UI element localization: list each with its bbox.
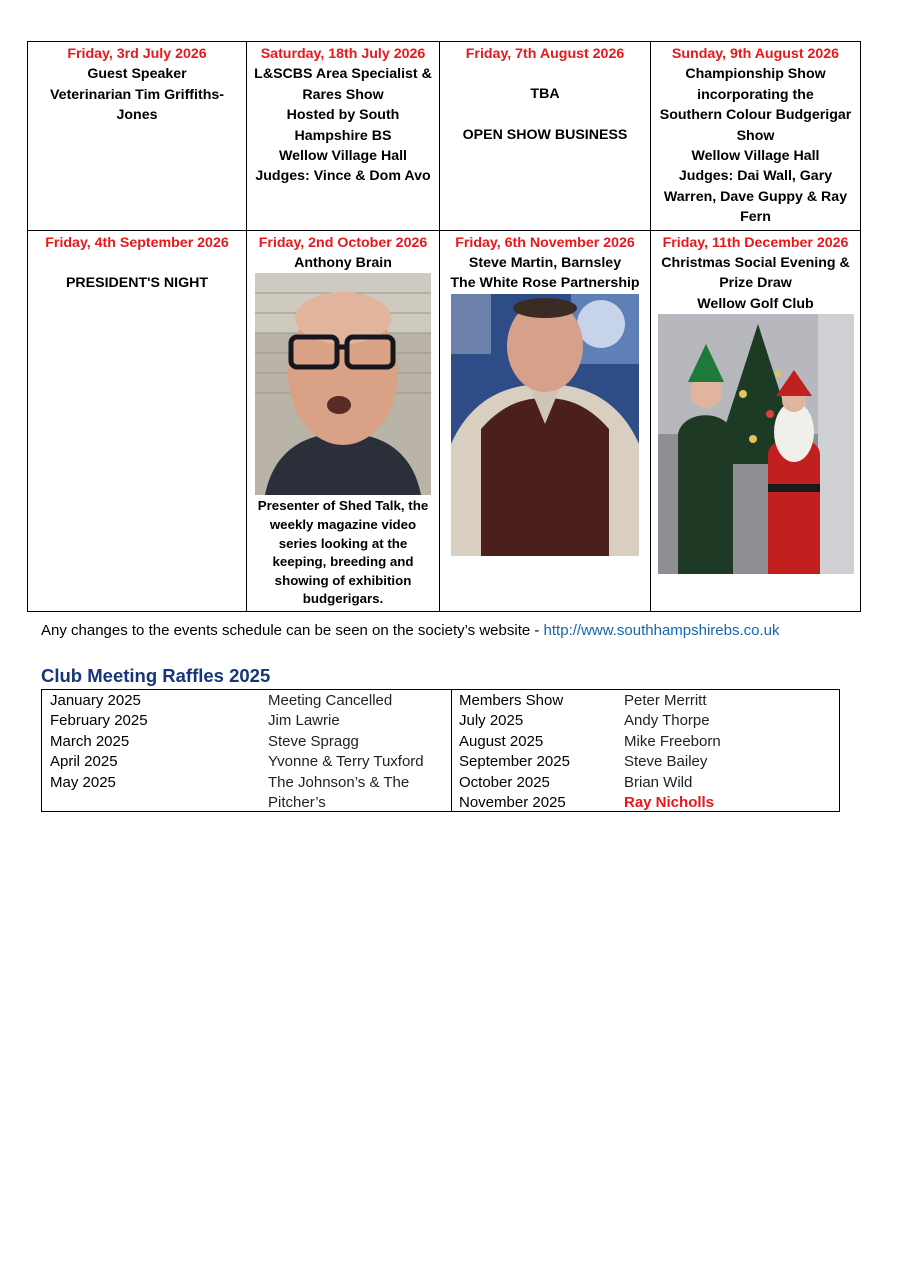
event-date: Friday, 3rd July 2026 <box>67 46 207 62</box>
caption-line: showing of exhibition <box>274 572 412 588</box>
raffle-winner: Peter Merritt <box>624 692 707 709</box>
raffle-month: October 2025 <box>459 773 550 791</box>
society-website-link[interactable]: http://www.southhampshirebs.co.uk <box>543 622 780 639</box>
raffle-winner: Mike Freeborn <box>624 732 721 750</box>
event-cell-guest-speaker <box>28 42 247 231</box>
raffle-month: April 2025 <box>50 753 118 771</box>
raffle-winner: Brian Wild <box>624 773 693 791</box>
raffle-month: September 2025 <box>459 753 570 771</box>
speaker-name: Anthony Brain <box>294 255 392 272</box>
notice-text: Any changes to the events schedule can be seen on the society’s website - <box>41 622 544 639</box>
raffle-winner: Pitcher’s <box>268 794 326 812</box>
event-line: Hampshire BS <box>294 127 392 144</box>
event-line: Judges: Vince & Dom Avo <box>255 168 431 185</box>
caption-line: weekly magazine video <box>269 517 417 533</box>
raffles-heading: Club Meeting Raffles 2025 <box>41 665 271 686</box>
event-line: Wellow Village Hall <box>691 148 820 165</box>
caption-line: keeping, breeding and <box>272 554 414 570</box>
event-line: Championship Show <box>685 66 826 83</box>
event-cell-steve-martin <box>440 230 651 611</box>
events-row-1 <box>28 42 861 231</box>
raffle-winner: Andy Thorpe <box>624 712 710 730</box>
event-line: Christmas Social Evening & <box>661 255 850 272</box>
caption-line: series looking at the <box>278 535 408 551</box>
event-line: Veterinarian Tim Griffiths- <box>50 86 224 103</box>
event-line: PRESIDENT'S NIGHT <box>65 275 209 292</box>
raffle-month: August 2025 <box>459 732 544 750</box>
speaker-caption <box>251 497 435 609</box>
event-cell-presidents-night <box>28 230 247 611</box>
event-line: Southern Colour Budgerigar <box>659 107 852 124</box>
event-date: Friday, 11th December 2026 <box>662 234 849 251</box>
speaker-photo <box>451 294 639 556</box>
raffle-winner: The Johnson’s & The <box>268 773 410 791</box>
raffles-winners-left <box>268 691 424 813</box>
event-line: Steve Martin, Barnsley <box>468 255 622 272</box>
event-cell-anthony-brain <box>247 230 440 611</box>
raffle-winner: Steve Spragg <box>268 732 359 750</box>
event-line: Fern <box>740 209 771 226</box>
event-date: Sunday, 9th August 2026 <box>671 46 840 62</box>
event-line: Jones <box>116 107 158 124</box>
event-cell-area-show <box>247 42 440 231</box>
speaker-photo <box>255 273 431 495</box>
event-cell-championship-show <box>651 42 861 231</box>
events-schedule-table <box>27 41 861 612</box>
raffle-winner: Yvonne & Terry Tuxford <box>268 753 424 771</box>
raffle-month: May 2025 <box>50 773 116 791</box>
raffle-month: November 2025 <box>459 794 566 812</box>
raffle-winner: Steve Bailey <box>624 753 708 771</box>
event-line: Judges: Dai Wall, Gary <box>678 168 833 185</box>
raffle-month: February 2025 <box>50 712 148 730</box>
event-line: Warren, Dave Guppy & Ray <box>663 188 848 205</box>
raffle-month: January 2025 <box>50 692 141 709</box>
raffle-month: July 2025 <box>459 712 524 730</box>
event-line: Wellow Golf Club <box>697 295 814 312</box>
event-line: Guest Speaker <box>87 66 187 83</box>
event-cell-christmas-social <box>651 230 861 611</box>
raffles-months-right <box>459 691 570 813</box>
events-row-2 <box>28 230 861 611</box>
raffle-winner: Jim Lawrie <box>268 712 340 730</box>
raffles-months-left <box>50 691 148 793</box>
event-line: OPEN SHOW BUSINESS <box>462 126 628 143</box>
raffle-month: Members Show <box>459 692 564 709</box>
event-cell-open-show-business <box>440 42 651 231</box>
event-date: Friday, 6th November 2026 <box>455 234 635 251</box>
event-line: Show <box>736 127 775 144</box>
caption-line: budgerigars. <box>302 591 384 607</box>
event-date: Friday, 7th August 2026 <box>465 46 625 62</box>
event-line: TBA <box>530 86 560 103</box>
event-line: Hosted by South <box>286 107 400 124</box>
event-date: Friday, 4th September 2026 <box>45 234 229 251</box>
event-line: incorporating the <box>697 86 814 103</box>
event-date: Saturday, 18th July 2026 <box>260 46 426 62</box>
raffles-winners-right <box>624 691 721 813</box>
christmas-photo <box>658 314 854 574</box>
raffle-winner: Meeting Cancelled <box>268 692 393 709</box>
caption-line: Presenter of Shed Talk, the <box>257 498 429 514</box>
event-date: Friday, 2nd October 2026 <box>258 234 428 251</box>
event-line: Wellow Village Hall <box>279 148 407 165</box>
event-line: The White Rose Partnership <box>450 275 640 292</box>
raffle-month: March 2025 <box>50 732 130 750</box>
schedule-changes-notice <box>41 622 780 639</box>
event-line: L&SCBS Area Specialist & <box>254 66 432 83</box>
raffles-table <box>41 689 840 812</box>
raffles-column-divider <box>451 690 452 811</box>
event-line: Prize Draw <box>719 275 792 292</box>
event-line: Rares Show <box>302 86 384 103</box>
raffle-winner-highlighted: Ray Nicholls <box>624 794 715 812</box>
